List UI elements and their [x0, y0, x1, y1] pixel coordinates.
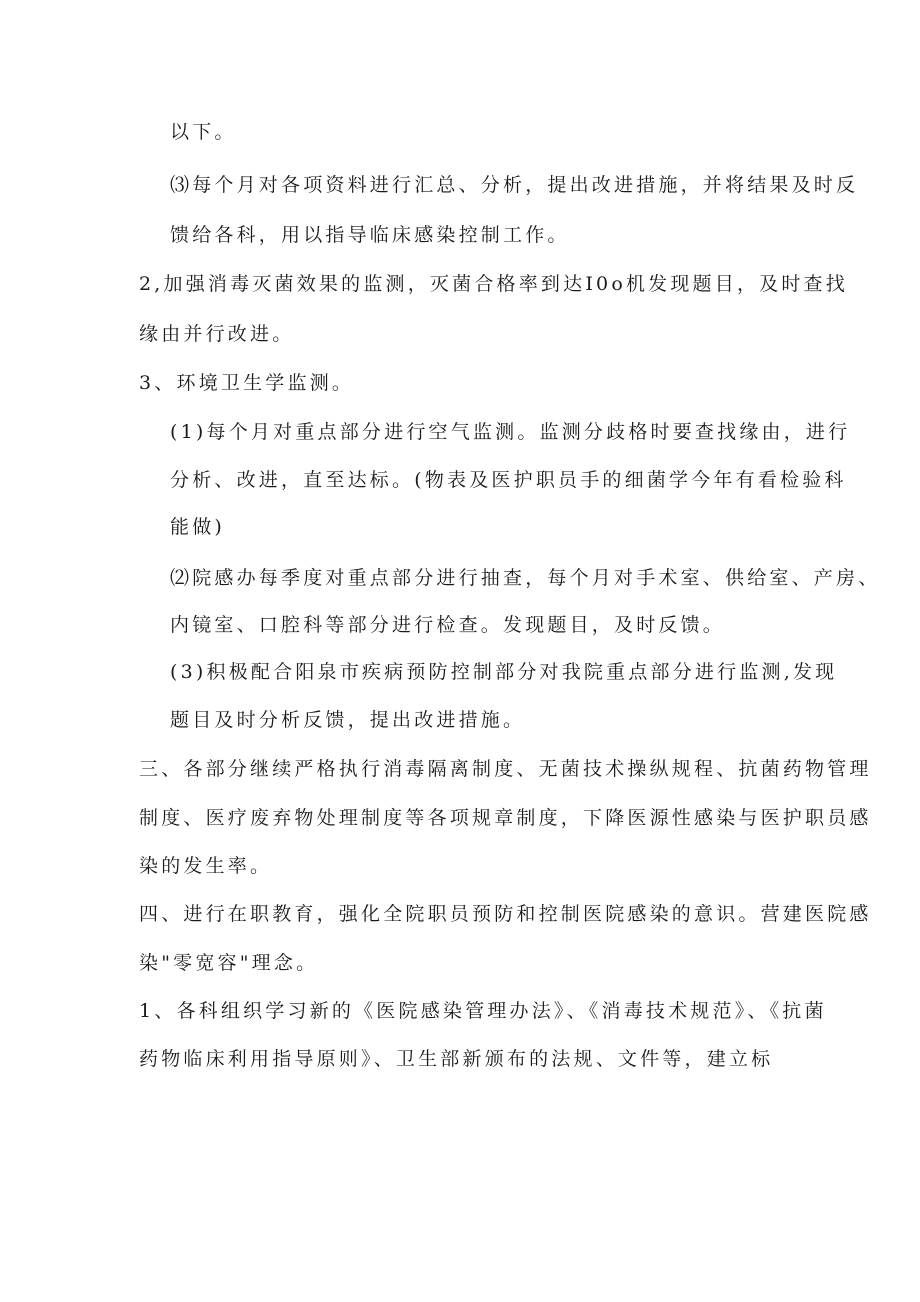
text-line: 馈给各科，用以指导临床感染控制工作。 — [170, 224, 570, 246]
text-line: 2,加强消毒灭菌效果的监测，灭菌合格率到达I0o机发现题目，及时查找 — [139, 273, 848, 295]
text-line: 分析、改进，直至达标。(物表及医护职员手的细菌学今年有看检验科 — [170, 469, 847, 491]
text-line: 以下。 — [170, 121, 237, 143]
text-line: 染"零宽容"理念。 — [139, 952, 319, 974]
text-line: (1)每个月对重点部分进行空气监测。监测分歧格时要查找缘由，进行 — [170, 421, 851, 443]
text-line: 三、各部分继续严格执行消毒隔离制度、无菌技术操纵规程、抗菌药物管理 — [139, 758, 872, 780]
text-line: 1、各科组织学习新的《医院感染管理办法》、《消毒技术规范》、《抗菌 — [139, 1000, 827, 1022]
text-line: 染的发生率。 — [139, 855, 273, 877]
text-line: 缘由并行改进。 — [139, 323, 295, 345]
text-line: 药物临床利用指导原则》、卫生部新颁布的法规、文件等，建立标 — [139, 1048, 774, 1070]
text-line: ⑶每个月对各项资料进行汇总、分析，提出改进措施，并将结果及时反 — [170, 174, 859, 196]
text-line: 四、进行在职教育，强化全院职员预防和控制医院感染的意识。营建医院感 — [139, 903, 872, 925]
text-line: 内镜室、口腔科等部分进行检查。发现题目，及时反馈。 — [170, 614, 726, 636]
text-line: ⑵院感办每季度对重点部分进行抽查，每个月对手术室、供给室、产房、 — [170, 567, 881, 589]
text-line: 题目及时分析反馈，提出改进措施。 — [170, 709, 526, 731]
text-line: 3、环境卫生学监测。 — [139, 372, 355, 394]
text-line: 能做) — [170, 516, 226, 538]
text-line: 制度、医疗废弃物处理制度等各项规章制度，下降医源性感染与医护职员感 — [139, 807, 872, 829]
text-line: (3)积极配合阳泉市疾病预防控制部分对我院重点部分进行监测,发现 — [170, 661, 838, 683]
